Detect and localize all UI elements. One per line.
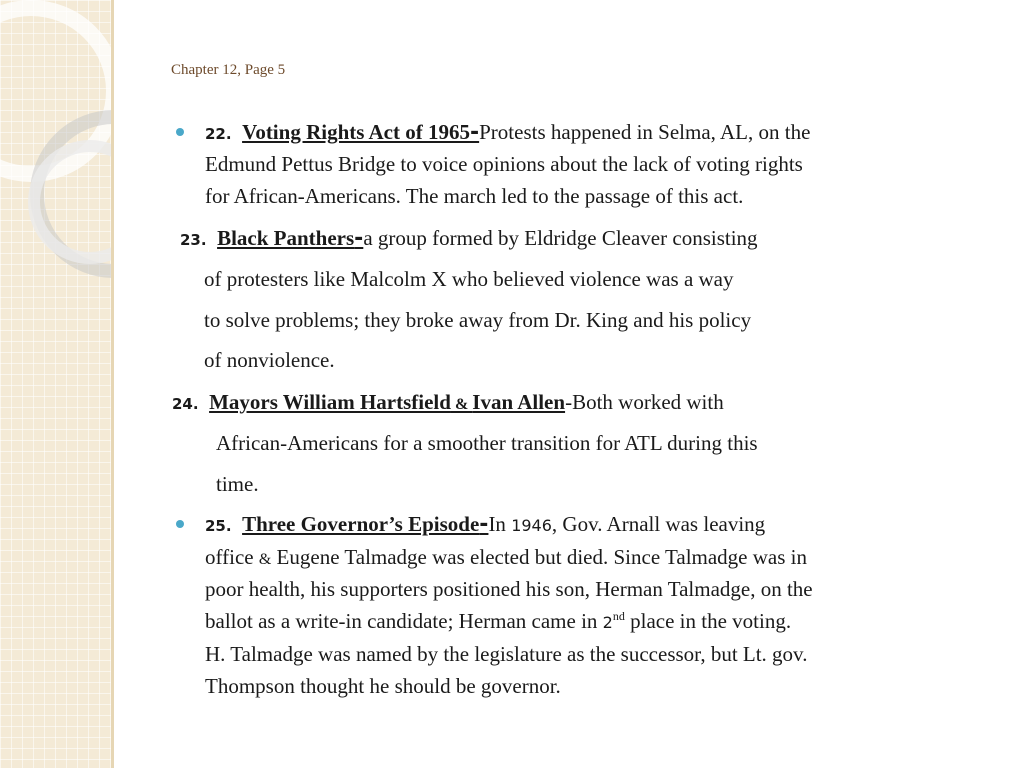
item-23-line-1 [180, 222, 758, 256]
item-24-line-3: time. [216, 472, 259, 496]
heading-dash: - [354, 226, 364, 251]
item-text: ballot as a write-in candidate; Herman came in [205, 609, 603, 633]
heading-dash: - [479, 512, 489, 537]
heading-part-1: Mayors William Hartsfield [209, 390, 451, 414]
item-number: 25. [205, 517, 232, 535]
item-text: Protests happened in Selma, AL, on the [479, 120, 811, 144]
item-text: Eugene Talmadge was elected but died. Since Talmadge was in [271, 545, 807, 569]
item-number: 23. [180, 231, 207, 249]
item-ordinal-suffix: nd [612, 609, 625, 623]
item-year: 1946 [511, 516, 552, 535]
item-22-line-1 [205, 116, 810, 150]
item-25-line-4 [205, 605, 791, 639]
item-25-line-3: poor health, his supporters positioned his son, Herman Talmadge, on the [205, 577, 813, 601]
item-ordinal-number: 2 [602, 613, 613, 632]
item-heading: Voting Rights Act of 1965 [242, 120, 470, 144]
heading-dash: - [469, 120, 480, 145]
bullet-dot [176, 128, 184, 136]
item-number: 24. [172, 395, 199, 413]
item-heading: Black Panthers [217, 226, 355, 250]
item-22-line-2: Edmund Pettus Bridge to voice opinions about the lack of voting rights [205, 152, 803, 176]
slide-title: Chapter 12, Page 5 [171, 62, 286, 78]
item-text: In [488, 512, 512, 536]
item-heading [209, 390, 565, 414]
item-25-line-6: Thompson thought he should be governor. [205, 674, 561, 698]
item-25-line-2 [205, 541, 807, 576]
item-heading: Three Governor’s Episode [242, 512, 480, 536]
item-23-line-4: of nonviolence. [204, 348, 335, 372]
heading-part-2: Ivan Allen [472, 390, 566, 414]
item-24-line-2: African-Americans for a smoother transition for ATL during this [216, 431, 758, 455]
bullet-dot [176, 520, 184, 528]
item-number: 22. [205, 125, 232, 143]
item-text: office [205, 545, 259, 569]
item-25-line-1 [205, 508, 765, 542]
item-22-line-3: for African-Americans. The march led to the passage of this act. [205, 184, 744, 208]
item-text: place in the voting. [624, 609, 792, 633]
item-text: , Gov. Arnall was leaving [551, 512, 766, 536]
heading-dash: - [565, 390, 573, 414]
item-text: a group formed by Eldridge Cleaver consisting [363, 226, 758, 250]
item-25-line-5: H. Talmadge was named by the legislature as the successor, but Lt. gov. [205, 642, 808, 666]
item-23-line-2: of protesters like Malcolm X who believed violence was a way [204, 267, 734, 291]
item-24-line-1 [172, 386, 724, 421]
item-ampersand: & [258, 551, 272, 568]
item-text: Both worked with [572, 390, 724, 414]
heading-ampersand: & [450, 396, 473, 413]
item-23-line-3: to solve problems; they broke away from Dr. King and his policy [204, 308, 752, 332]
